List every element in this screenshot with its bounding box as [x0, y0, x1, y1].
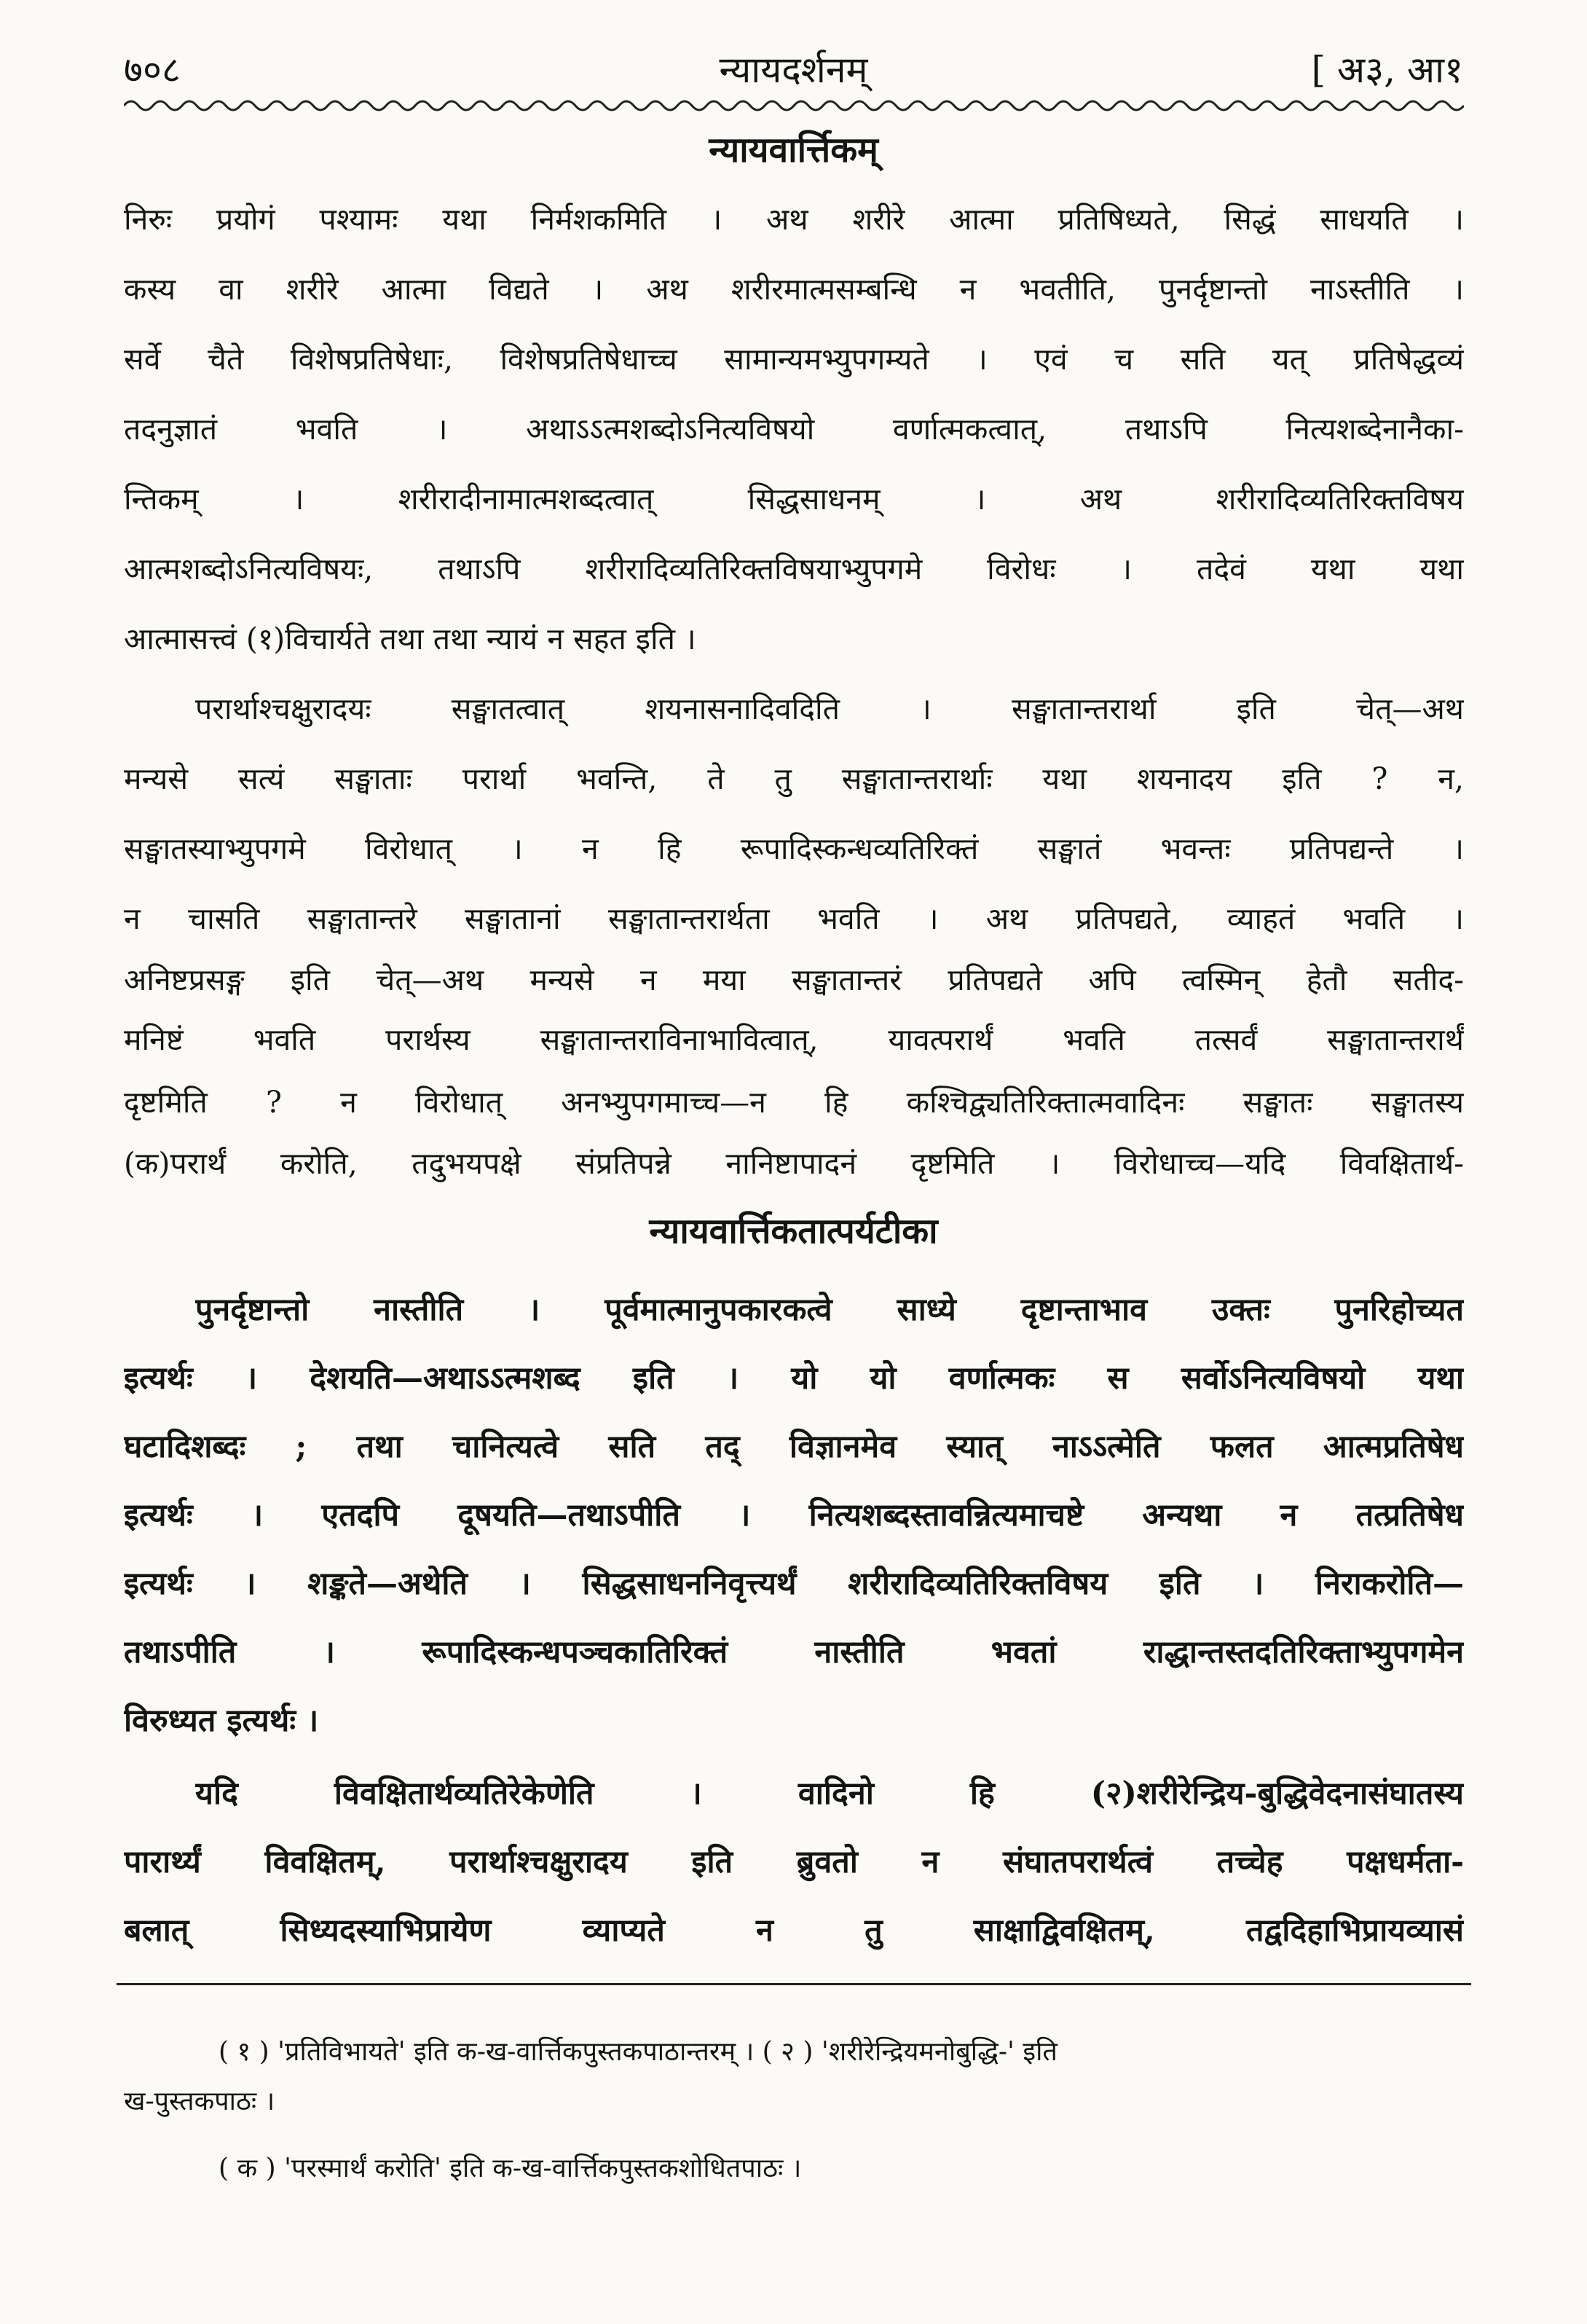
tika-line: इत्यर्थः । शङ्कते—अथेति । सिद्धसाधननिवृत्त्यर्थं शरीरादिव्यतिरिक्तविषय इति । निराकरोति—	[124, 1566, 1464, 1602]
vartika-line: आत्मशब्दोऽनित्यविषयः, तथाऽपि शरीरादिव्यतिरिक्तविषयाभ्युपगमे विरोधः । तदेवं यथा यथा	[124, 551, 1464, 586]
footnote-line: ( क ) 'परस्मार्थं करोति' इति क-ख-वार्त्तिकपुस्तकशोधितपाठः ।	[218, 2154, 802, 2183]
footnote-line: ख-पुस्तकपाठः ।	[124, 2087, 275, 2116]
header-wavy-rule	[124, 93, 1464, 118]
tika-line: इत्यर्थः । देशयति—अथाऽऽत्मशब्द इति । यो यो वर्णात्मकः स सर्वोऽनित्यविषयो यथा	[124, 1360, 1464, 1397]
page-number: ७०८	[124, 49, 181, 91]
vartika-line: न चासति सङ्घातान्तरे सङ्घातानां सङ्घातान्तरार्थता भवति । अथ प्रतिपद्यते, व्याहतं भवति ।	[124, 901, 1464, 936]
vartika-line: सर्वे चैते विशेषप्रतिषेधाः, विशेषप्रतिषेधाच्च सामान्यमभ्युपगम्यते । एवं च सति यत् प्रतिषेद्धव्यं	[124, 342, 1464, 377]
tika-line: तथाऽपीति । रूपादिस्कन्धपञ्चकातिरिक्तं नास्तीति भवतां राद्धान्तस्तदतिरिक्ताभ्युपगमेन	[124, 1634, 1464, 1671]
tika-line: पुनर्दृष्टान्तो नास्तीति । पूर्वमात्मानुपकारकत्वे साध्ये दृष्टान्ताभाव उक्तः पुनरिहोच्यत	[195, 1292, 1464, 1328]
vartika-line: अनिष्टप्रसङ्ग इति चेत्—अथ मन्यसे न मया सङ्घातान्तरं प्रतिपद्यते अपि त्वस्मिन् हेतौ सतीद-	[124, 962, 1464, 997]
vartika-line: मन्यसे सत्यं सङ्घाताः परार्था भवन्ति, ते तु सङ्घातान्तरार्थाः यथा शयनादय इति ? न,	[124, 761, 1464, 796]
tika-line: बलात् सिध्यदस्याभिप्रायेण व्याप्यते न तु साक्षाद्विवक्षितम्, तद्वदिहाभिप्रायव्यासं	[124, 1912, 1464, 1949]
vartika-title: न्यायवार्त्तिकम्	[709, 130, 878, 170]
vartika-line: दृष्टमिति ? न विरोधात् अनभ्युपगमाच्च—न हि कश्चिद्व्यतिरिक्तात्मवादिनः सङ्घातः सङ्घातस्य	[124, 1085, 1464, 1120]
running-title: न्यायदर्शनम्	[719, 49, 868, 91]
footnote-rule	[117, 1983, 1471, 1985]
vartika-line: मनिष्टं भवति परार्थस्य सङ्घातान्तराविनाभावित्वात्, यावत्परार्थं भवति तत्सर्वं सङ्घातान्तरार्थं	[124, 1022, 1464, 1057]
tika-line: विरुध्यत इत्यर्थः ।	[124, 1703, 319, 1739]
vartika-line: परार्थाश्चक्षुरादयः सङ्घातत्वात् शयनासनादिवदिति । सङ्घातान्तरार्था इति चेत्—अथ	[195, 691, 1464, 726]
vartika-line: निरुः प्रयोगं पश्यामः यथा निर्मशकमिति । अथ शरीरे आत्मा प्रतिषिध्यते, सिद्धं साधयति ।	[124, 202, 1464, 237]
tika-line: यदि विवक्षितार्थव्यतिरेकेणेति । वादिनो हि (२)शरीरेन्द्रिय-बुद्धिवेदनासंघातस्य	[195, 1775, 1464, 1812]
vartika-line: न्तिकम् । शरीरादीनामात्मशब्दत्वात् सिद्धसाधनम् । अथ शरीरादिव्यतिरिक्तविषय	[124, 482, 1464, 517]
vartika-line: सङ्घातस्याभ्युपगमे विरोधात् । न हि रूपादिस्कन्धव्यतिरिक्तं सङ्घातं भवन्तः प्रतिपद्यन्ते ।	[124, 831, 1464, 866]
tika-line: पारार्थ्यं विवक्षितम्, परार्थाश्चक्षुरादय इति ब्रुवतो न संघातपरार्थत्वं तच्चेह पक्षधर्मता-	[124, 1844, 1464, 1880]
vartika-line: आत्मासत्त्वं (१)विचार्यते तथा तथा न्यायं न सहत इति ।	[124, 621, 696, 656]
tika-title: न्यायवार्त्तिकतात्पर्यटीका	[649, 1211, 938, 1252]
vartika-line: (क)परार्थं करोति, तदुभयपक्षे संप्रतिपन्ने नानिष्टापादनं दृष्टमिति । विरोधाच्च—यदि विवक्षितार्थ-	[124, 1146, 1464, 1181]
tika-line: घटादिशब्दः ; तथा चानित्यत्वे सति तद् विज्ञानमेव स्यात् नाऽऽत्मेति फलत आत्मप्रतिषेध	[124, 1429, 1464, 1465]
page-header	[124, 38, 1463, 96]
vartika-line: तदनुज्ञातं भवति । अथाऽऽत्मशब्दोऽनित्यविषयो वर्णात्मकत्वात्, तथाऽपि नित्यशब्देनानैका-	[124, 412, 1464, 447]
footnote-line: ( १ ) 'प्रतिविभायते' इति क-ख-वार्त्तिकपुस्तकपाठान्तरम् । ( २ ) 'शरीरेन्द्रियमनोबुद्धि-' इति	[218, 2037, 1058, 2067]
tika-line: इत्यर्थः । एतदपि दूषयति—तथाऽपीति । नित्यशब्दस्तावन्नित्यमाचष्टे अन्यथा न तत्प्रतिषेध	[124, 1497, 1464, 1534]
section-reference: [ अ३, आ१	[1311, 49, 1463, 91]
vartika-line: कस्य वा शरीरे आत्मा विद्यते । अथ शरीरमात्मसम्बन्धि न भवतीति, पुनर्दृष्टान्तो नाऽस्तीति ।	[124, 272, 1464, 307]
